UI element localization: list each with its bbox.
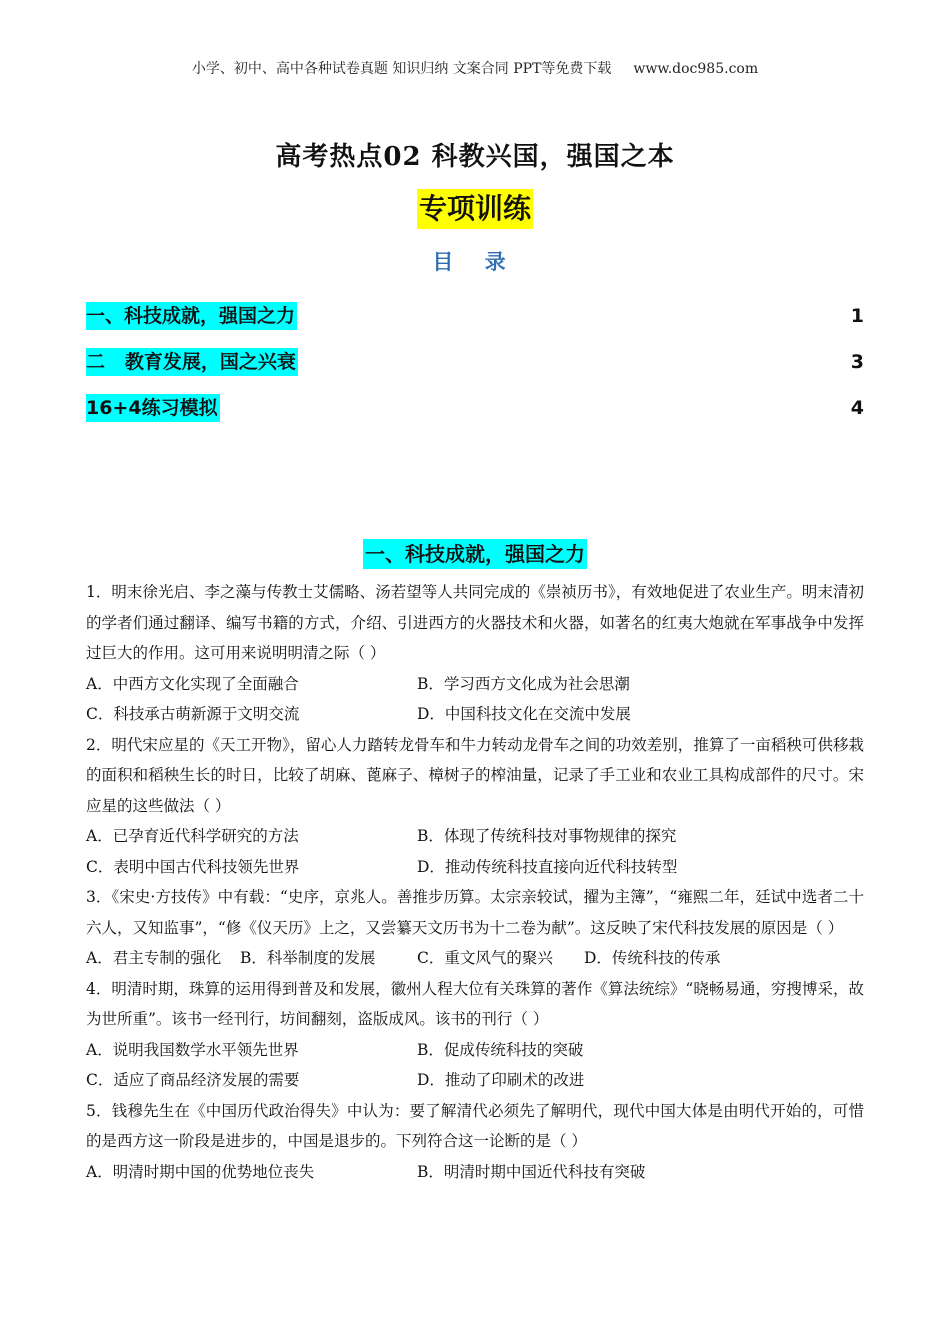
toc-item-3[interactable] xyxy=(86,394,864,422)
page-header xyxy=(0,58,950,78)
option-b[interactable]: B．明清时期中国近代科技有突破 xyxy=(417,1162,646,1181)
option-a[interactable]: A．说明我国数学水平领先世界 xyxy=(86,1040,299,1059)
toc-item-label-rest: 练习模拟 xyxy=(141,397,218,419)
header-url[interactable]: www.doc985.com xyxy=(633,61,759,77)
toc-item-page: 1 xyxy=(850,305,864,327)
question-5 xyxy=(86,1096,864,1188)
toc-item-page: 3 xyxy=(850,351,864,373)
option-row xyxy=(86,821,864,852)
toc-item-label xyxy=(86,394,220,422)
question-1 xyxy=(86,577,864,730)
option-c[interactable]: C．重文风气的聚兴 xyxy=(417,949,553,967)
option-a[interactable]: A．明清时期中国的优势地位丧失 xyxy=(86,1162,315,1181)
toc-item-1[interactable] xyxy=(86,302,864,330)
option-b[interactable]: B．学习西方文化成为社会思潮 xyxy=(417,674,630,693)
toc-item-page: 4 xyxy=(850,397,864,419)
toc-heading: 目 录 xyxy=(432,250,518,274)
question-3 xyxy=(86,882,864,974)
option-row xyxy=(86,1035,864,1066)
document-subtitle: 专项训练 xyxy=(417,189,533,229)
question-text: 5．钱穆先生在《中国历代政治得失》中认为：要了解清代必须先了解明代，现代中国大体是由明代开始的，可惜的是西方这一阶段是进步的，中国是退步的。下列符合这一论断的是（ ） xyxy=(86,1101,864,1150)
option-row xyxy=(86,1065,864,1096)
question-text: 2．明代宋应星的《天工开物》，留心人力踏转龙骨车和牛力转动龙骨车之间的功效差别，推算了一亩稻秧可供移栽的面积和稻秧生长的时日，比较了胡麻、蓖麻子、樟树子的榨油量，记录了手工业和农业工具构成部件的尺寸。宋应星的这些做法（ ） xyxy=(86,735,864,815)
option-d[interactable]: D．传统科技的传承 xyxy=(584,949,721,967)
option-d[interactable]: D．中国科技文化在交流中发展 xyxy=(417,705,631,723)
section-heading: 一、科技成就，强国之力 xyxy=(363,539,587,569)
question-4 xyxy=(86,974,864,1096)
option-row xyxy=(86,943,864,974)
option-a[interactable]: A．君主专制的强化 xyxy=(86,949,222,967)
toc-item-2[interactable] xyxy=(86,348,864,376)
section-heading-container xyxy=(0,539,950,569)
subtitle-container xyxy=(0,189,950,229)
question-text: 4．明清时期，珠算的运用得到普及和发展，徽州人程大位有关珠算的著作《算法统综》“晓畅易通，穷搜博采，故为世所重”。该书一经刊行，坊间翻刻，盗版成风。该书的刊行（ ） xyxy=(86,979,864,1028)
toc-item-label-prefix: 16+4 xyxy=(86,397,142,419)
option-c[interactable]: C．科技承古萌新源于文明交流 xyxy=(86,705,300,723)
option-d[interactable]: D．推动传统科技直接向近代科技转型 xyxy=(417,857,678,876)
option-b[interactable]: B．体现了传统科技对事物规律的探究 xyxy=(417,827,677,845)
option-a[interactable]: A．中西方文化实现了全面融合 xyxy=(86,674,299,693)
question-text: 1．明末徐光启、李之藻与传教士艾儒略、汤若望等人共同完成的《崇祯历书》，有效地促进了农业生产。明末清初的学者们通过翻译、编写书籍的方式，介绍、引进西方的火器技术和火器，如著名的红夷大炮就在军事战争中发挥过巨大的作用。这可用来说明明清之际（ ） xyxy=(86,583,864,662)
option-d[interactable]: D．推动了印刷术的改进 xyxy=(417,1071,585,1089)
option-b[interactable]: B．促成传统科技的突破 xyxy=(417,1040,584,1059)
option-row xyxy=(86,1157,864,1188)
toc-item-label: 二 教育发展，国之兴衰 xyxy=(86,348,298,376)
option-row xyxy=(86,852,864,883)
document-title: 高考热点02 科教兴国，强国之本 xyxy=(275,142,675,172)
question-2 xyxy=(86,730,864,883)
toc-item-label: 一、科技成就，强国之力 xyxy=(86,302,297,330)
question-text: 3．《宋史·方技传》中有载：“史序，京兆人。善推步历算。太宗亲较试，擢为主簿”，“雍熙二年，廷试中选者二十六人，又知监事”，“修《仪天历》上之，又尝纂天文历书为十二卷为献”。这反映了宋代科技发展的原因是（ ） xyxy=(86,888,864,937)
option-row xyxy=(86,699,864,730)
option-c[interactable]: C．表明中国古代科技领先世界 xyxy=(86,857,300,876)
option-row xyxy=(86,669,864,700)
question-list xyxy=(86,577,864,1187)
option-c[interactable]: C．适应了商品经济发展的需要 xyxy=(86,1071,300,1089)
option-b[interactable]: B．科举制度的发展 xyxy=(240,949,376,967)
option-a[interactable]: A．已孕育近代科学研究的方法 xyxy=(86,827,299,845)
header-text: 小学、初中、高中各种试卷真题 知识归纳 文案合同 PPT等免费下载 xyxy=(191,61,612,77)
